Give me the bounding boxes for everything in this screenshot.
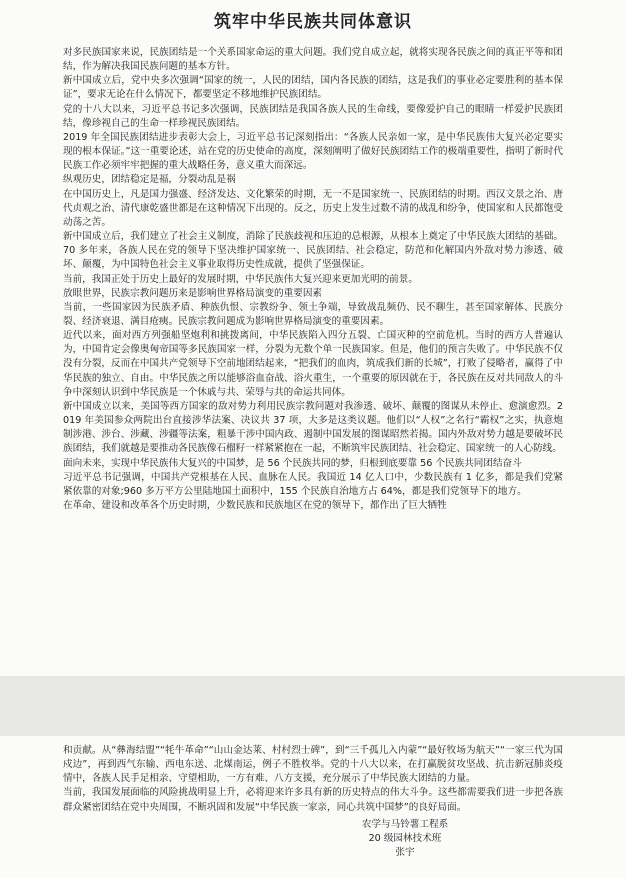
paragraph: 2019 年全国民族团结进步表彰大会上，习近平总书记深刻指出：“各族人民亲如一家，是中华民族伟大复兴必定要实现的根本保证。”这一重要论述，站在党的历史使命的高度，深刻阐明了做好民族团结工作的极端重要性，指明了新时代民族工作必须牢牢把握的重大战略任务，意义重大而深远。 [63, 131, 563, 172]
paragraph: 在中国历史上，凡是国力强盛、经济发达、文化繁荣的时期，无一不是国家统一、民族团结的时期。西汉文景之治、唐代贞观之治、清代康乾盛世都是在这种情况下出现的。反之，历史上发生过数不清的战乱和纷争，使国家和人民都饱受动荡之苦。 [63, 188, 563, 228]
paragraph: 新中国成立以来，美国等西方国家的敌对势力利用民族宗教问题对我渗透、破坏、颠覆的图谋从未停止、愈演愈烈。2019 年美国参众两院出台直接涉华法案、决议共 37 项，大多是这类议题。他们以“人权”之名行“霸权”之实，执意炮制涉港、涉台、涉藏、涉疆等法案，粗暴干涉中国内政、遏制中国发展的图谋昭然若揭。国内外敌对势力越是要破坏民族团结，我们就越是要推动各民族像石榴籽一样紧紧抱在一起，不断筑牢民族团结、社会稳定、国家统一的人心防线。 [63, 400, 563, 455]
paragraph: 近代以来，面对西方列强船坚炮利和挑拨离间，中华民族陷入四分五裂、亡国灭种的空前危机。当时的西方人普遍认为，中国肯定会像奥匈帝国等多民族国家一样，分裂为无数个单一民族国家。但是，他们的预言失败了。中华民族不仅没有分裂，反而在中国共产党领导下空前地团结起来，“把我们的血肉，筑成我们新的长城”，打败了侵略者，赢得了中华民族的独立、自由。中华民族之所以能够浴血奋战、浴火重生，一个重要的原因就在于，各民族在反对共同敌人的斗争中深刻认识到中华民族是一个休戚与共、荣辱与共的命运共同体。 [63, 330, 563, 398]
paragraph: 当前，一些国家因为民族矛盾、种族仇恨、宗教纷争、领土争端，导致战乱频仍、民不聊生，甚至国家解体、民族分裂、经济衰退、满目疮痍。民族宗教问题成为影响世界格局演变的重要因素。 [63, 301, 563, 327]
paragraph: 对多民族国家来说，民族团结是一个关系国家命运的重大问题。我们党自成立起，就将实现各民族之间的真正平等和团结，作为解决我国民族问题的基本方针。 [63, 47, 563, 73]
document-title: 筑牢中华民族共同体意识 [214, 12, 412, 32]
document-page-2 [0, 736, 625, 878]
signature-name: 张宇 [395, 847, 415, 858]
paragraph: 当前，我国正处于历史上最好的发展时期，中华民族伟大复兴迎来更加光明的前景。 [63, 273, 418, 285]
paragraph: 党的十八大以来，习近平总书记多次强调，民族团结是我国各族人民的生命线，要像爱护自己的眼睛一样爱护民族团结，像珍视自己的生命一样珍视民族团结。 [63, 103, 563, 129]
page-1-body [63, 46, 563, 513]
section-heading: 纵观历史，团结稳定是福，分裂动乱是祸 [63, 174, 236, 186]
paragraph: 在革命、建设和改革各个历史时期，少数民族和民族地区在党的领导下，都作出了巨大牺牲 [63, 500, 447, 511]
signature-department: 农学与马铃薯工程系 [361, 819, 449, 830]
paragraph: 和贡献。从“彝海结盟”“牦牛革命”“山山金达莱、村村烈士碑”，到“三千孤儿入内蒙”“最好牧场为航天”“一家三代为国戍边”，再到西气东输、西电东送、北煤南运，例子不胜枚举。党的十八大以来，在打赢脱贫攻坚战、抗击新冠肺炎疫情中，各族人民手足相亲、守望相助，一方有难、八方支援，充分展示了中华民族大团结的力量。 [63, 745, 563, 785]
signature-class: 20 级园林技术班 [368, 833, 442, 844]
page-break [0, 676, 625, 736]
section-heading: 面向未来，实现中华民族伟大复兴的中国梦，是 56 个民族共同的梦，归根到底要靠 56 个民族共同团结奋斗 [63, 457, 522, 469]
paragraph: 新中国成立后，党中央多次强调“国家的统一，人民的团结，国内各民族的团结，这是我们的事业必定要胜利的基本保证”，要求无论在什么情况下，都要坚定不移地维护民族团结。 [63, 75, 563, 101]
paragraph: 当前，我国发展面临的风险挑战明显上升，必将迎来许多具有新的历史特点的伟大斗争。这些都需要我们进一步把各族群众紧密团结在党中央周围，不断巩固和发展“中华民族一家亲，同心共筑中国梦”的良好局面。 [63, 787, 563, 813]
section-heading: 放眼世界，民族宗教问题历来是影响世界格局演变的重要因素 [63, 287, 323, 299]
paragraph: 新中国成立后，我们建立了社会主义制度，消除了民族歧视和压迫的总根源，从根本上奠定了中华民族大团结的基础。70 多年来，各族人民在党的领导下坚决维护国家统一、民族团结、社会稳定，防范和化解国内外敌对势力渗透、破坏、颠覆，为中国特色社会主义事业取得历史性成就，提供了坚强保证。 [63, 231, 563, 271]
paragraph: 习近平总书记强调，中国共产党根基在人民、血脉在人民。我国近 14 亿人口中，少数民族有 1 亿多，都是我们党紧紧依靠的对象;960 多万平方公里陆地国土面积中，155 个民族自治地方占 64%，都是我们党领导下的地方。 [63, 471, 563, 497]
